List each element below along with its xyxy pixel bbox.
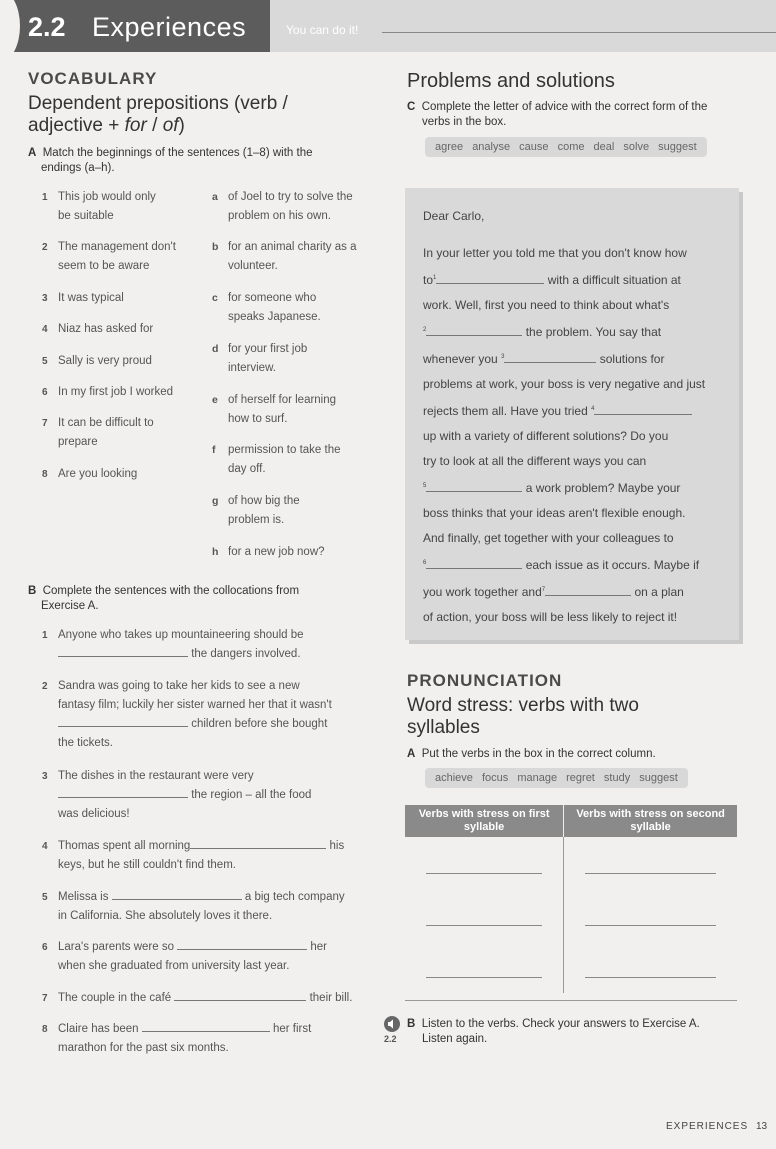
pronunciation-b-instruction: B Listen to the verbs. Check your answers to Exercise A. Listen again. — [407, 1018, 700, 1045]
section-number: 2.2 — [28, 12, 66, 42]
audio-icon[interactable] — [384, 1016, 400, 1032]
page-number: 13 — [756, 1121, 768, 1132]
header-rule — [382, 32, 776, 33]
exercise-a-instruction — [28, 146, 312, 176]
answer-blank[interactable] — [190, 837, 326, 849]
audio-track-number: 2.2 — [384, 1034, 397, 1044]
instruction-line: Match the beginnings of the sentences (1–8) with the — [42, 147, 313, 159]
beginning-5: 5 Sally is very proud — [42, 355, 152, 367]
exercise-b-item-4: 4 Thomas spent all morning his keys, but he still couldn't find them. — [42, 837, 372, 875]
table-cell[interactable] — [405, 941, 564, 993]
exercise-b-instruction: B Complete the sentences with the collocations from Exercise A. — [28, 585, 300, 612]
exercise-b-item-1: 1 Anyone who takes up mountaineering should be the dangers involved. — [42, 629, 304, 660]
beginning-4: 4 Niaz has asked for — [42, 323, 154, 335]
exercise-b-item-5: 5 Melissa is a big tech company in California. She absolutely loves it there. — [42, 888, 372, 926]
table-cell[interactable] — [564, 837, 737, 889]
ending-c: c for someone who speaks Japanese. — [212, 292, 321, 323]
answer-blank[interactable] — [174, 989, 306, 1001]
answer-blank[interactable] — [58, 645, 188, 657]
answer-blank[interactable] — [142, 1020, 270, 1032]
letter-blank-1[interactable] — [436, 272, 544, 284]
vocabulary-title-line2: adjective + for / of) — [28, 115, 185, 136]
beginning-6: 6 In my first job I worked — [42, 386, 174, 398]
problems-title: Problems and solutions — [407, 70, 615, 92]
pronunciation-a-instruction: A Put the verbs in the box in the correct column. — [407, 748, 656, 760]
exercise-c-instruction: C Complete the letter of advice with the correct form of the verbs in the box. — [407, 101, 708, 128]
vocabulary-heading: VOCABULARY — [28, 69, 158, 88]
vocabulary-title-line1: Dependent prepositions (verb / — [28, 93, 288, 114]
stress-table — [405, 805, 737, 993]
letter-greeting: Dear Carlo, — [423, 209, 485, 223]
column-header-first-syllable: Verbs with stress on first syllable — [405, 805, 564, 837]
exercise-b-item-3: 3 The dishes in the restaurant were very the region – all the food was delicious! — [42, 770, 312, 820]
answer-blank[interactable] — [112, 888, 242, 900]
advice-letter — [405, 188, 739, 640]
beginning-8: 8 Are you looking — [42, 468, 138, 480]
exercise-b-item-6: 6 Lara's parents were so her when she graduated from university last year. — [42, 938, 372, 976]
letter-blank-2[interactable] — [426, 324, 522, 336]
ending-e: e of herself for learning how to surf. — [212, 394, 337, 425]
ending-a: a of Joel to try to solve the problem on his own. — [212, 191, 353, 222]
section-title: Experiences — [92, 12, 247, 42]
letter-blank-7[interactable] — [545, 584, 631, 596]
table-cell[interactable] — [405, 837, 564, 889]
ending-d: d for your first job interview. — [212, 343, 308, 374]
column-header-second-syllable: Verbs with stress on second syllable — [564, 805, 737, 837]
answer-blank[interactable] — [58, 715, 188, 727]
letter-blank-6[interactable] — [426, 557, 522, 569]
table-cell[interactable] — [564, 941, 737, 993]
pronunciation-title-line1: Word stress: verbs with two — [407, 695, 639, 716]
ending-b: b for an animal charity as a volunteer. — [212, 241, 357, 272]
footer-label: EXPERIENCES — [666, 1121, 749, 1132]
ending-h: h for a new job now? — [212, 546, 325, 558]
pronunciation-heading: PRONUNCIATION — [407, 671, 563, 690]
section-tagline: You can do it! — [286, 23, 359, 37]
ending-f: f permission to take the day off. — [212, 444, 341, 475]
letter-blank-3[interactable] — [504, 351, 596, 363]
exercise-b-item-2: 2 Sandra was going to take her kids to see a new fantasy film; luckily her sister warned her that it wasn't children before she bought the tickets. — [42, 680, 332, 749]
exercise-b-item-7: 7 The couple in the café their bill. — [42, 989, 372, 1008]
answer-blank[interactable] — [177, 938, 307, 950]
letter-body: Dear Carlo, In your letter you told me that you don't know how $to^1$ with a difficult situation at work. Well, first you need to think about what's $^2$ the problem. You say that whenever you $^3$ solutions for problems at work, your boss is very negative and just rejects them all. Have you tried $^4$ up with a variety of different solutions? Do you try to look at all the different ways you can $^5$ a work problem? Maybe your boss thinks that your ideas aren't flexible enough. And finally, get together with your colleagues to $^6$ each issue as it occurs. Maybe if you work together and$^7$ on a plan of action, your boss will be less likely to reject it! — [423, 204, 725, 630]
pronunciation-title-line2: syllables — [407, 717, 480, 738]
beginning-1: 1 This job would only be suitable — [42, 191, 156, 222]
table-bottom-rule — [405, 1000, 737, 1001]
ending-g: g of how big the problem is. — [212, 495, 300, 526]
instruction-line: endings (a–h). — [41, 162, 115, 174]
beginning-3: 3 It was typical — [42, 292, 124, 304]
letter-blank-5[interactable] — [426, 480, 522, 492]
answer-blank[interactable] — [58, 786, 188, 798]
exercise-b-item-8: 8 Claire has been her first marathon for the past six months. — [42, 1020, 372, 1058]
letter-blank-4[interactable] — [594, 403, 692, 415]
table-cell[interactable] — [405, 889, 564, 941]
table-cell[interactable] — [564, 889, 737, 941]
beginning-2: 2 The management don't seem to be aware — [42, 241, 176, 272]
exercise-c-word-box: agree analyse cause come deal solve suggest — [425, 137, 707, 157]
page-header — [0, 0, 776, 52]
section-banner — [0, 0, 270, 52]
beginning-7: 7 It can be difficult to prepare — [42, 417, 154, 448]
pronunciation-word-box: achieve focus manage regret study suggest — [425, 768, 688, 788]
exercise-letter: A — [28, 147, 37, 159]
